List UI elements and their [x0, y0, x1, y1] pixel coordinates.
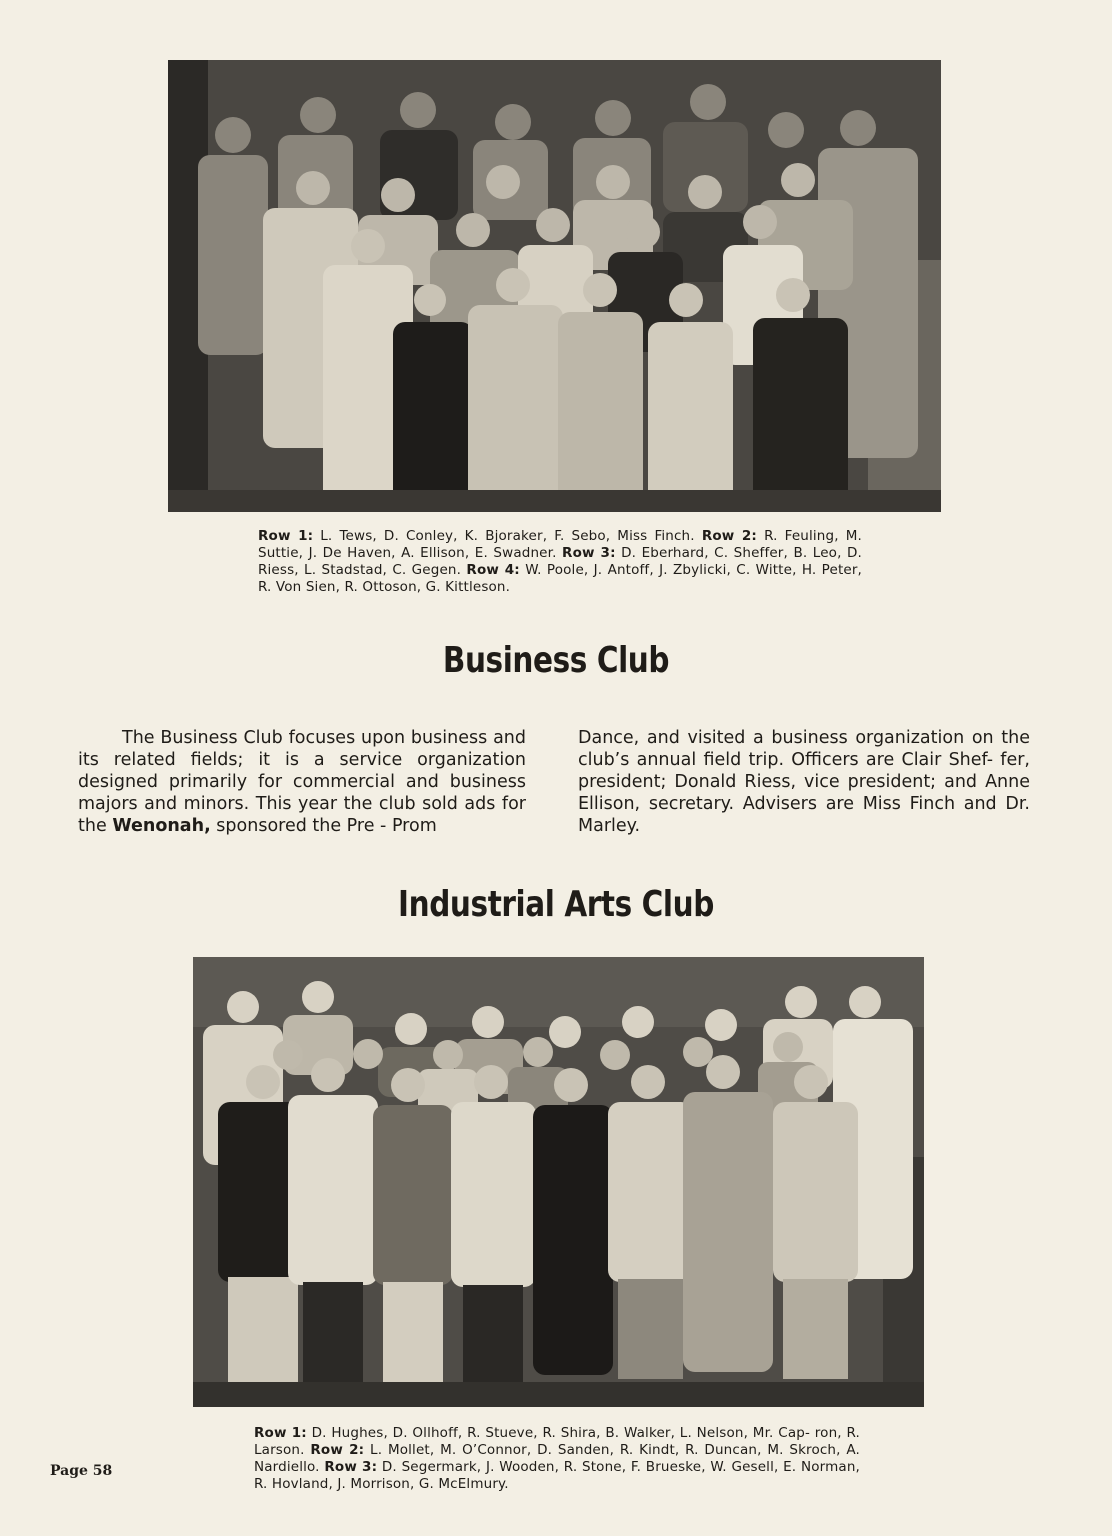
row-label: Row 3:: [324, 1459, 378, 1475]
industrial-arts-club-photo: [193, 957, 924, 1407]
business-club-body-column-1: [78, 727, 526, 837]
row-names: D. Eberhard, C. Sheffer, B. Leo, D. Riess, L. Stadstad, C. Gegen.: [258, 545, 862, 578]
business-club-photo-figures: [168, 60, 941, 512]
row-names: W. Poole, J. Antoff, J. Zbylicki, C. Witte, H. Peter, R. Von Sien, R. Ottoson, G. Kittleson.: [258, 562, 862, 595]
business-club-body-column-2: Dance, and visited a business organization on the club’s annual field trip. Officers are Clair Shef- fer, president; Donald Riess, vice president; and Anne Ellison, secretary. Advisers are Miss Finch and Dr. Marley.: [578, 728, 1030, 836]
body-text: The Business Club focuses upon business and its related fields; it is a service organization designed primarily for commercial and business majors and minors. This year the club sold ads for the: [78, 728, 526, 836]
row-label: Row 4:: [466, 562, 520, 578]
row-label: Row 1:: [254, 1425, 307, 1441]
row-names: L. Mollet, M. O’Connor, D. Sanden, R. Kindt, R. Duncan, M. Skroch, A. Nardiello.: [254, 1442, 860, 1475]
page-number: Page 58: [50, 1463, 113, 1479]
industrial-arts-club-heading: Industrial Arts Club: [398, 884, 714, 925]
business-club-caption: [258, 528, 862, 596]
row-names: D. Hughes, D. Ollhoff, R. Stueve, R. Shira, B. Walker, L. Nelson, Mr. Cap- ron, R. Larson.: [254, 1425, 860, 1458]
yearbook-name: Wenonah,: [112, 816, 211, 836]
row-names: L. Tews, D. Conley, K. Bjoraker, F. Sebo, Miss Finch.: [320, 528, 695, 544]
row-names: D. Segermark, J. Wooden, R. Stone, F. Brueske, W. Gesell, E. Norman, R. Hovland, J. Morrison, G. McElmury.: [254, 1459, 860, 1492]
row-label: Row 3:: [562, 545, 616, 561]
business-club-heading: Business Club: [442, 640, 670, 681]
row-label: Row 1:: [258, 528, 314, 544]
industrial-arts-club-photo-figures: [193, 957, 924, 1407]
row-label: Row 2:: [701, 528, 757, 544]
industrial-arts-club-caption: [254, 1425, 860, 1493]
row-names: R. Feuling, M. Suttie, J. De Haven, A. Ellison, E. Swadner.: [258, 528, 862, 561]
business-club-photo: [168, 60, 941, 512]
row-label: Row 2:: [310, 1442, 365, 1458]
body-text: sponsored the Pre - Prom: [216, 816, 437, 836]
